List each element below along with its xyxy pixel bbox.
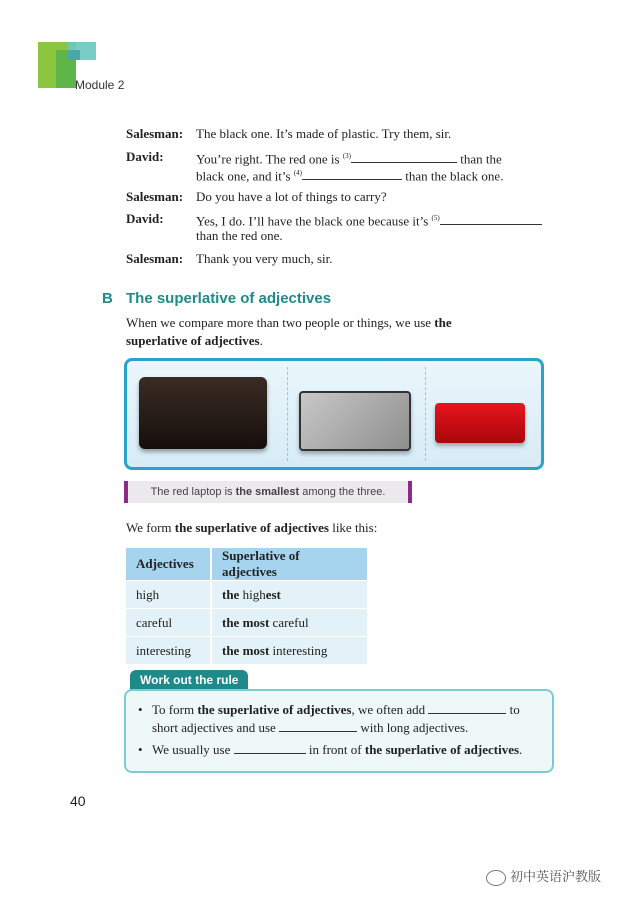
adjective-cell: interesting: [126, 637, 211, 665]
dialogue-row-2: [126, 148, 556, 184]
table-header-row: [126, 548, 367, 581]
dialogue-line: Yes, I do. I’ll have the black one because it’s $^{(5)}$: [196, 210, 556, 229]
table-row: [126, 609, 367, 637]
dialogue-row-1: [126, 125, 556, 145]
superlative-cell: the most careful: [211, 609, 367, 637]
dialogue-row-5: [126, 250, 556, 270]
answer-blank-5[interactable]: [440, 212, 542, 225]
dialogue-line: You’re right. The red one is $^{(3)}$ than the: [196, 151, 502, 167]
page-number: 40: [70, 793, 86, 809]
dialogue-line: Do you have a lot of things to carry?: [196, 189, 387, 204]
black-laptop-image: [139, 377, 267, 449]
silver-laptop-image: [299, 391, 411, 451]
answer-blank-3[interactable]: [351, 150, 457, 163]
speaker: Salesman:: [126, 126, 184, 141]
table-row: [126, 637, 367, 665]
dialogue-line: than the red one.: [196, 228, 283, 243]
table-row: [126, 581, 367, 609]
dialogue-line: Thank you very much, sir.: [196, 251, 333, 266]
dialogue-line: The black one. It’s made of plastic. Try them, sir.: [196, 126, 452, 141]
dialogue-line: black one, and it’s $^{(4)}$ than the black one.: [196, 168, 504, 184]
speaker: David:: [126, 211, 164, 226]
speaker: Salesman:: [126, 189, 184, 204]
superlative-table: [126, 548, 367, 665]
rule-tab: Work out the rule: [130, 670, 248, 690]
section-letter: B: [102, 290, 113, 307]
watermark: 初中英语沪教版: [486, 866, 601, 886]
rule-box: [124, 689, 554, 773]
module-label: Module 2: [75, 78, 125, 92]
rule-item-2: • We usually use in front of the superlative of adjectives.: [138, 742, 523, 757]
column-header: Superlative of adjectives: [211, 548, 367, 581]
dialogue-row-3: [126, 188, 556, 208]
column-header: Adjectives: [126, 548, 211, 581]
rule-blank-2[interactable]: [279, 719, 357, 732]
superlative-cell: the highest: [211, 581, 367, 609]
speaker: David:: [126, 149, 164, 164]
superlative-cell: the most interesting: [211, 637, 367, 665]
form-instruction: We form the superlative of adjectives like this:: [126, 520, 378, 535]
red-laptop-image: [435, 403, 525, 443]
dialogue-row-4: [126, 210, 556, 246]
answer-blank-4[interactable]: [302, 167, 402, 180]
adjective-cell: high: [126, 581, 211, 609]
section-intro: When we compare more than two people or things, we use the superlative of adjectives.: [126, 315, 452, 348]
rule-blank-1[interactable]: [428, 701, 506, 714]
section-title: The superlative of adjectives: [126, 290, 332, 307]
rule-item-1: • To form the superlative of adjectives, we often add to short adjectives and use with long adjectives.: [138, 702, 520, 735]
rule-blank-3[interactable]: [234, 741, 306, 754]
laptops-illustration: [124, 358, 544, 470]
adjective-cell: careful: [126, 609, 211, 637]
speaker: Salesman:: [126, 251, 184, 266]
example-callout: The red laptop is the smallest among the three.: [124, 481, 412, 503]
wechat-icon: [486, 870, 506, 886]
